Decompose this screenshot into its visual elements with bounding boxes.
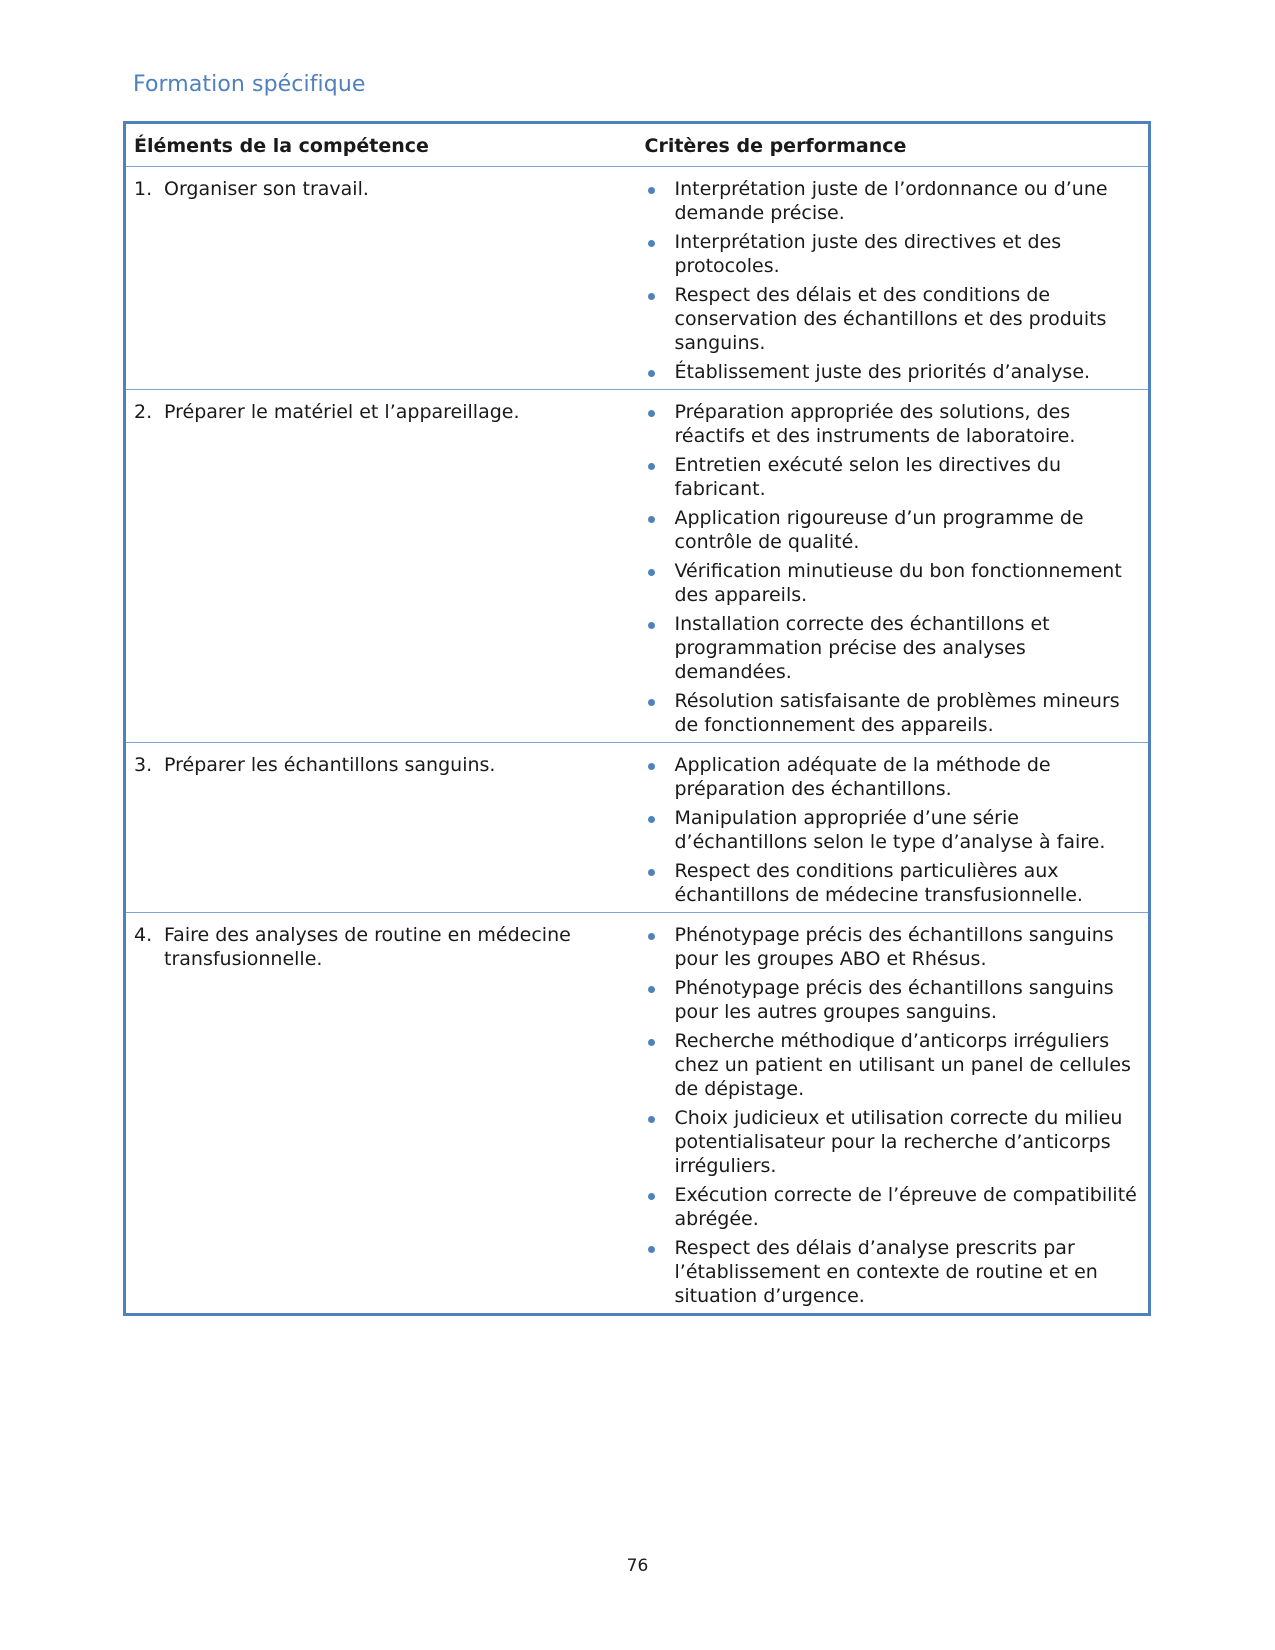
element-cell (125, 743, 637, 913)
criteria-cell (637, 390, 1150, 743)
header-elements: Éléments de la compétence (125, 123, 637, 167)
criterion-item (645, 923, 1141, 971)
element-text: Organiser son travail. (164, 178, 369, 200)
bullet-icon (648, 986, 655, 993)
bullet-icon (648, 463, 655, 470)
criterion-item (645, 400, 1141, 448)
table-body (125, 167, 1150, 1315)
element-number: 1. (134, 178, 153, 200)
element-item (134, 177, 629, 201)
bullet-icon (648, 622, 655, 629)
criterion-item (645, 360, 1141, 384)
bullet-icon (648, 410, 655, 417)
element-item (134, 923, 629, 971)
element-item (134, 753, 629, 777)
bullet-icon (648, 763, 655, 770)
criterion-item (645, 506, 1141, 554)
criterion-item (645, 612, 1141, 684)
bullet-icon (648, 816, 655, 823)
criterion-text: Préparation appropriée des solutions, des réactifs et des instruments de laboratoire. (674, 401, 1076, 447)
bullet-icon (648, 1246, 655, 1253)
criterion-text: Établissement juste des priorités d’analyse. (674, 361, 1091, 383)
criterion-text: Respect des délais et des conditions de conservation des échantillons et des produits sanguins. (674, 284, 1107, 354)
section-title: Formation spécifique (133, 72, 366, 97)
element-cell (125, 913, 637, 1315)
criterion-item (645, 177, 1141, 225)
criterion-item (645, 859, 1141, 907)
criterion-item (645, 689, 1141, 737)
criteria-list (645, 177, 1141, 384)
bullet-icon (648, 1039, 655, 1046)
competence-table (123, 121, 1151, 1316)
bullet-icon (648, 1193, 655, 1200)
criteria-cell (637, 167, 1150, 390)
criterion-item (645, 1183, 1141, 1231)
criterion-text: Interprétation juste de l’ordonnance ou d’une demande précise. (674, 178, 1108, 224)
table-row (125, 913, 1150, 1315)
bullet-icon (648, 187, 655, 194)
criteria-cell (637, 913, 1150, 1315)
element-number: 3. (134, 754, 153, 776)
bullet-icon (648, 869, 655, 876)
criterion-text: Phénotypage précis des échantillons sanguins pour les groupes ABO et Rhésus. (674, 924, 1114, 970)
bullet-icon (648, 933, 655, 940)
criterion-text: Vérification minutieuse du bon fonctionnement des appareils. (674, 560, 1122, 606)
criterion-text: Entretien exécuté selon les directives du fabricant. (674, 454, 1062, 500)
bullet-icon (648, 699, 655, 706)
criteria-list (645, 400, 1141, 737)
criterion-text: Phénotypage précis des échantillons sanguins pour les autres groupes sanguins. (674, 977, 1114, 1023)
criterion-text: Application rigoureuse d’un programme de contrôle de qualité. (674, 507, 1084, 553)
table-header-row (125, 123, 1150, 167)
bullet-icon (648, 569, 655, 576)
criteria-list (645, 753, 1141, 907)
bullet-icon (648, 240, 655, 247)
criterion-item (645, 230, 1141, 278)
criterion-text: Résolution satisfaisante de problèmes mineurs de fonctionnement des appareils. (674, 690, 1120, 736)
criterion-item (645, 453, 1141, 501)
table-row (125, 390, 1150, 743)
bullet-icon (648, 370, 655, 377)
criterion-item (645, 283, 1141, 355)
criterion-text: Installation correcte des échantillons et programmation précise des analyses demandées. (674, 613, 1050, 683)
criterion-item (645, 1106, 1141, 1178)
criterion-item (645, 1029, 1141, 1101)
table-row (125, 167, 1150, 390)
criterion-text: Exécution correcte de l’épreuve de compatibilité abrégée. (674, 1184, 1137, 1230)
criterion-item (645, 1236, 1141, 1308)
page-number: 76 (626, 1556, 649, 1576)
criterion-item (645, 559, 1141, 607)
criterion-text: Application adéquate de la méthode de préparation des échantillons. (674, 754, 1051, 800)
element-text: Faire des analyses de routine en médecine transfusionnelle. (164, 924, 571, 970)
criteria-cell (637, 743, 1150, 913)
element-cell (125, 167, 637, 390)
bullet-icon (648, 516, 655, 523)
criterion-item (645, 806, 1141, 854)
element-cell (125, 390, 637, 743)
bullet-icon (648, 1116, 655, 1123)
element-number: 4. (134, 924, 153, 946)
element-number: 2. (134, 401, 153, 423)
header-criteria: Critères de performance (637, 123, 1150, 167)
criterion-text: Recherche méthodique d’anticorps irréguliers chez un patient en utilisant un panel de cellules de dépistage. (674, 1030, 1131, 1100)
criterion-text: Respect des délais d’analyse prescrits par l’établissement en contexte de routine et en situation d’urgence. (674, 1237, 1098, 1307)
criterion-text: Choix judicieux et utilisation correcte du milieu potentialisateur pour la recherche d’anticorps irréguliers. (674, 1107, 1123, 1177)
criterion-text: Interprétation juste des directives et des protocoles. (674, 231, 1062, 277)
criterion-item (645, 753, 1141, 801)
table-row (125, 743, 1150, 913)
criteria-list (645, 923, 1141, 1308)
criterion-text: Respect des conditions particulières aux échantillons de médecine transfusionnelle. (674, 860, 1083, 906)
bullet-icon (648, 293, 655, 300)
criterion-item (645, 976, 1141, 1024)
element-text: Préparer le matériel et l’appareillage. (164, 401, 520, 423)
criterion-text: Manipulation appropriée d’une série d’échantillons selon le type d’analyse à faire. (674, 807, 1106, 853)
element-text: Préparer les échantillons sanguins. (164, 754, 496, 776)
element-item (134, 400, 629, 424)
